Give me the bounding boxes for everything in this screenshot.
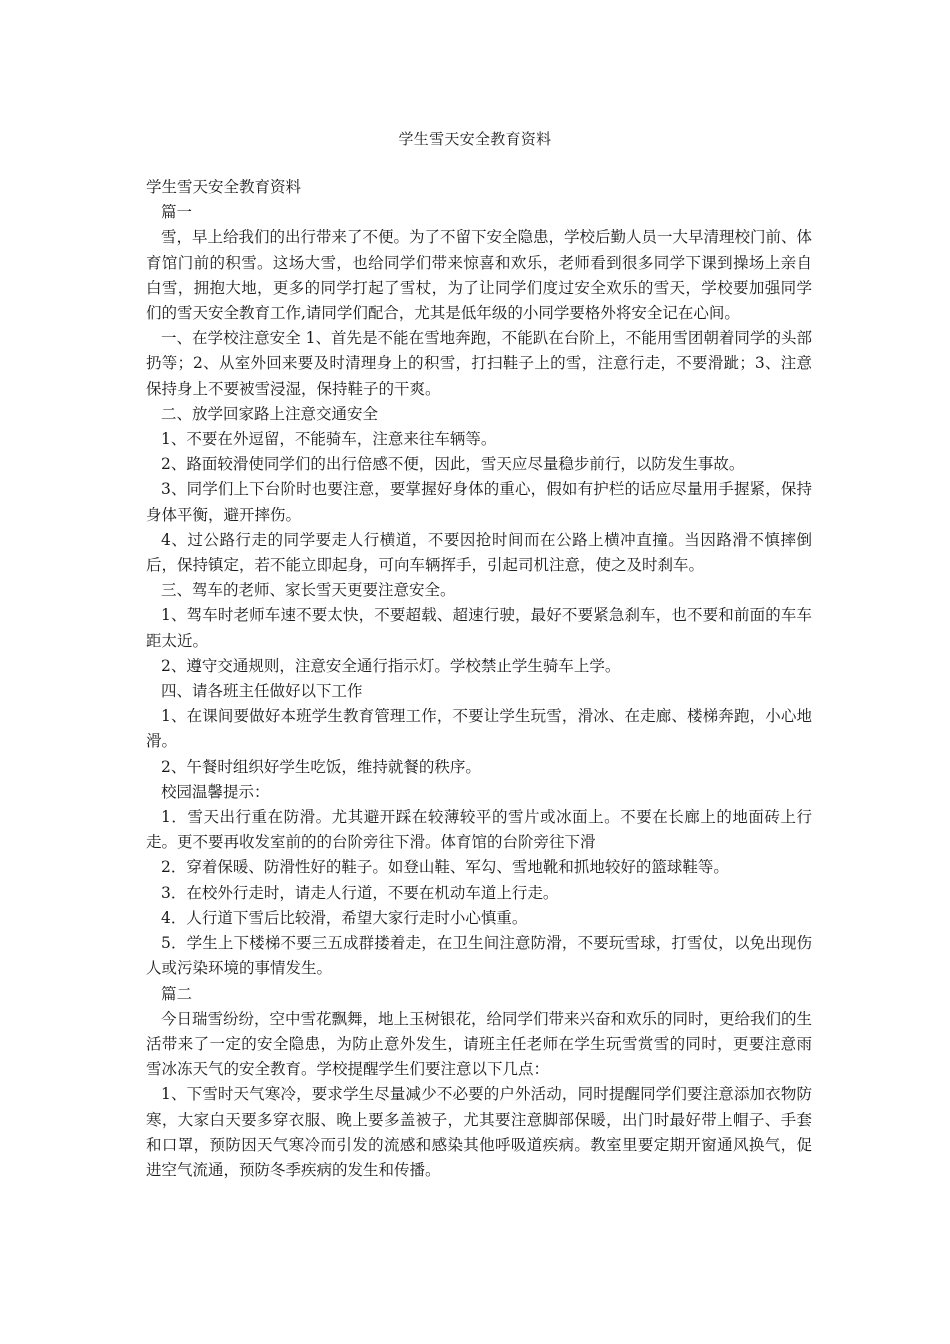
paragraph: 三、驾车的老师、家长雪天更要注意安全。 <box>161 581 456 600</box>
paragraph: 雪，早上给我们的出行带来了不便。为了不留下安全隐患，学校后勤人员一大早清理校门前、体育馆门前的积雪。这场大雪，也给同学们带来惊喜和欢乐，老师看到很多同学下课到操场上亲自白雪，拥抱大地，更多的同学打起了雪杖，为了让同学们度过安全欢乐的雪天，学校要加强同学们的雪天安全教育工作,请同学们配合，尤其是低年级的小同学要格外将安全记在心间。 <box>146 228 813 323</box>
paragraph: 3．在校外行走时，请走人行道，不要在机动车道上行走。 <box>161 883 559 902</box>
paragraph: 二、放学回家路上注意交通安全 <box>161 404 379 423</box>
paragraph: 学生雪天安全教育资料 <box>146 178 302 196</box>
paragraph: 今日瑞雪纷纷，空中雪花飘舞，地上玉树银花，给同学们带来兴奋和欢乐的同时，更给我们的生活带来了一定的安全隐患，为防止意外发生，请班主任老师在学生玩雪赏雪的同时，更要注意雨雪冰冻天气的安全教育。学校提醒学生们要注意以下几点： <box>146 1009 813 1079</box>
paragraph: 2、午餐时组织好学生吃饭，维持就餐的秩序。 <box>161 757 481 776</box>
paragraph: 4．人行道下雪后比较滑，希望大家行走时小心慎重。 <box>161 908 528 927</box>
paragraph: 篇一 <box>161 203 193 222</box>
paragraph: 1、下雪时天气寒冷，要求学生尽量减少不必要的户外活动，同时提醒同学们要注意添加衣物防寒，大家白天要多穿衣服、晚上要多盖被子，尤其要注意脚部保暖，出门时最好带上帽子、手套和口罩，预防因天气寒冷而引发的流感和感染其他呼吸道疾病。教室里要定期开窗通风换气，促进空气流通，预防冬季疾病的发生和传播。 <box>146 1085 812 1179</box>
paragraph: 1、在课间要做好本班学生教育管理工作，不要让学生玩雪，滑冰、在走廊、楼梯奔跑，小心地滑。 <box>146 707 812 751</box>
paragraph: 1、不要在外逗留，不能骑车，注意来往车辆等。 <box>161 430 497 449</box>
paragraph: 校园温馨提示： <box>161 782 270 801</box>
paragraph: 4、过公路行走的同学要走人行横道，不要因抢时间而在公路上横冲直撞。当因路滑不慎摔倒后，保持镇定，若不能立即起身，可向车辆挥手，引起司机注意，使之及时刹车。 <box>146 530 812 575</box>
paragraph: 篇二 <box>161 984 193 1003</box>
paragraph: 四、请各班主任做好以下工作 <box>161 682 363 701</box>
paragraph: 2、遵守交通规则，注意安全通行指示灯。学校禁止学生骑车上学。 <box>161 656 621 675</box>
paragraph: 2．穿着保暖、防滑性好的鞋子。如登山鞋、军勾、雪地靴和抓地较好的篮球鞋等。 <box>161 858 729 877</box>
paragraph: 一、在学校注意安全 1、首先是不能在雪地奔跑，不能趴在台阶上，不能用雪团朝着同学的头部扔等；2、从室外回来要及时清理身上的积雪，打扫鞋子上的雪，注意行走，不要滑跐；3、注意保持身上不要被雪浸湿，保持鞋子的干爽。 <box>146 329 812 398</box>
document-body <box>146 175 812 1183</box>
paragraph: 1．雪天出行重在防滑。尤其避开踩在较薄较平的雪片或冰面上。不要在长廊上的地面砖上行走。更不要再收发室前的的台阶旁往下滑。体育馆的台阶旁往下滑 <box>146 808 812 852</box>
document-title: 学生雪天安全教育资料 <box>398 130 552 148</box>
paragraph: 3、同学们上下台阶时也要注意，要掌握好身体的重心，假如有护栏的话应尽量用手握紧，保持身体平衡，避开摔伤。 <box>146 480 812 524</box>
paragraph: 1、驾车时老师车速不要太快，不要超载、超速行驶，最好不要紧急刹车，也不要和前面的车车距太近。 <box>146 606 812 650</box>
paragraph: 2、路面较滑使同学们的出行倍感不便，因此，雪天应尽量稳步前行，以防发生事故。 <box>161 455 745 474</box>
paragraph: 5．学生上下楼梯不要三五成群搂着走，在卫生间注意防滑，不要玩雪球，打雪仗，以免出现伤人或污染环境的事情发生。 <box>146 934 812 978</box>
